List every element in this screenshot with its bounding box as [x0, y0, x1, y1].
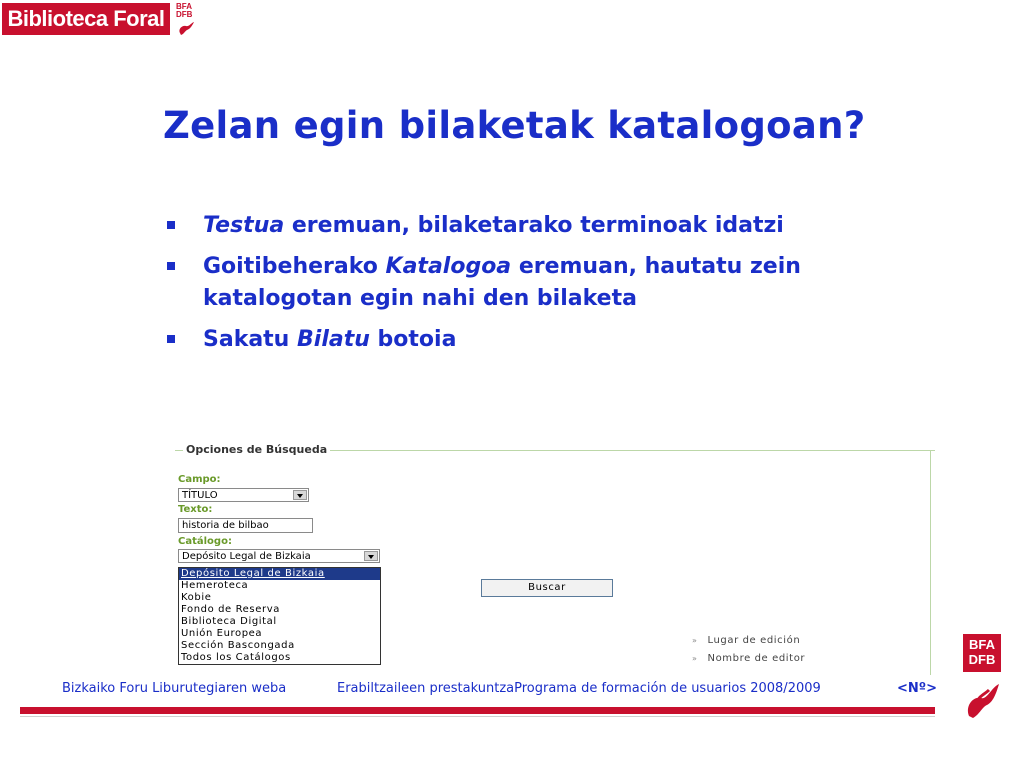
option-link-editor[interactable]: [692, 653, 805, 664]
campo-label: Campo:: [178, 474, 221, 485]
bfa-dfb-badge: [963, 634, 1001, 672]
chevron-down-icon[interactable]: [364, 551, 378, 561]
chevron-down-icon[interactable]: [293, 490, 307, 500]
badge-top-text: BFA: [969, 637, 995, 652]
logo-mark-bottom: DFB: [176, 10, 193, 19]
double-chevron-icon: »: [692, 636, 698, 645]
slide-title: Zelan egin bilaketak katalogoan?: [163, 104, 866, 147]
biblioteca-foral-logo: Biblioteca Foral: [2, 3, 170, 35]
bfa-dfb-footer-logo: [963, 634, 1003, 724]
fieldset-legend: Opciones de Búsqueda: [183, 443, 330, 456]
campo-select[interactable]: [178, 488, 309, 502]
bullet-item: [165, 324, 885, 356]
bullet-text: botoia: [369, 327, 457, 352]
logo-mark-top: BFA: [176, 2, 192, 11]
bullet-text: eremuan, hautatu zein katalogotan egin nahi den bilaketa: [203, 254, 801, 311]
option-link-label: Nombre de editor: [707, 653, 806, 664]
bfa-dfb-logo-icon: [176, 3, 196, 39]
search-options-panel: [165, 440, 935, 675]
bullet-marker-icon: [167, 221, 175, 229]
texto-label: Texto:: [178, 504, 213, 515]
footer-divider: [20, 707, 935, 714]
slide-footer: [0, 679, 1024, 703]
catalogo-option[interactable]: Sección Bascongada: [181, 640, 295, 651]
texto-input[interactable]: historia de bilbao: [178, 518, 313, 533]
footer-center-text: Erabiltzaileen prestakuntzaPrograma de formación de usuarios 2008/2009: [337, 681, 821, 696]
slide-number: <Nº>: [897, 681, 937, 696]
bullet-marker-icon: [167, 335, 175, 343]
catalogo-select-value: Depósito Legal de Bizkaia: [182, 551, 311, 562]
option-link-label: Lugar de edición: [707, 635, 801, 646]
dragon-emblem-icon: [176, 19, 196, 37]
footer-divider-shadow: [20, 716, 935, 717]
bullet-emphasis: Katalogoa: [385, 254, 512, 279]
campo-select-value: TÍTULO: [182, 490, 218, 501]
catalogo-option[interactable]: Todos los Catálogos: [181, 652, 291, 663]
catalogo-option[interactable]: Kobie: [181, 592, 212, 603]
dragon-emblem-icon: [963, 672, 1003, 720]
double-chevron-icon: »: [692, 654, 698, 663]
bullet-text: eremuan, bilaketarako terminoak idatzi: [284, 213, 784, 238]
catalogo-option[interactable]: Depósito Legal de Bizkaia: [179, 568, 380, 580]
bullet-item: [165, 210, 885, 242]
bullet-text-prefix: Goitibeherako: [203, 254, 386, 279]
badge-bottom-text: DFB: [968, 652, 996, 667]
fieldset-border: [930, 450, 931, 675]
catalogo-option[interactable]: Fondo de Reserva: [181, 604, 280, 615]
catalogo-dropdown-list[interactable]: [178, 567, 381, 665]
bullet-emphasis: Testua: [203, 213, 285, 238]
catalogo-option[interactable]: Hemeroteca: [181, 580, 249, 591]
footer-left-text: Bizkaiko Foru Liburutegiaren weba: [62, 681, 287, 696]
option-link-lugar[interactable]: [692, 635, 800, 646]
catalogo-option[interactable]: Biblioteca Digital: [181, 616, 277, 627]
bullet-marker-icon: [167, 262, 175, 270]
bullet-item: [165, 251, 885, 315]
bullet-emphasis: Bilatu: [297, 327, 370, 352]
buscar-button[interactable]: Buscar: [481, 579, 613, 597]
catalogo-label: Catálogo:: [178, 536, 232, 547]
bullet-text-prefix: Sakatu: [203, 327, 298, 352]
bullet-list: [165, 210, 885, 365]
catalogo-option[interactable]: Unión Europea: [181, 628, 263, 639]
catalogo-select[interactable]: [178, 549, 380, 563]
